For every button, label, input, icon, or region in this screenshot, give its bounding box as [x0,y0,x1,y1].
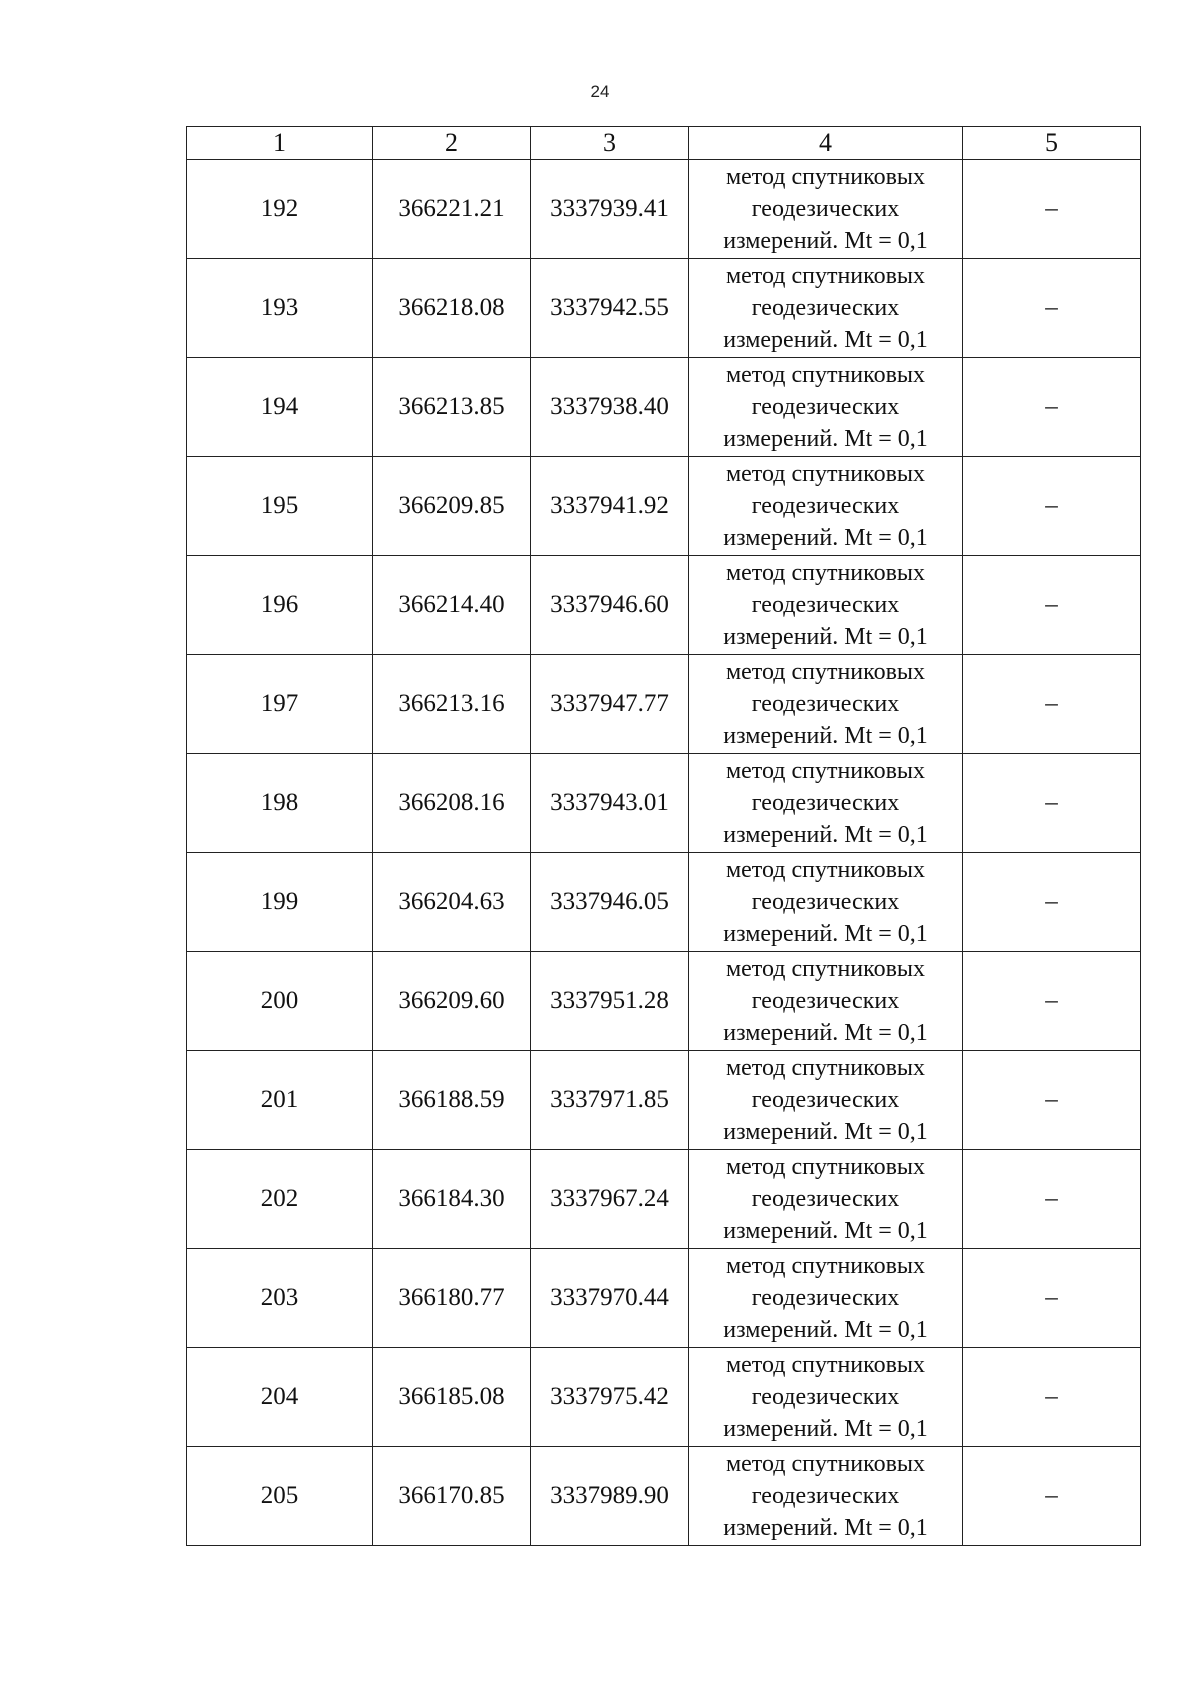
note-cell: – [963,1348,1141,1447]
note-cell: – [963,754,1141,853]
table-row [187,1447,1141,1546]
y-coordinate-cell: 3337970.44 [531,1249,689,1348]
method-text-line: метод спутниковых [725,1253,926,1279]
coordinates-table [186,126,1141,1546]
method-text-line: геодезических [751,493,900,519]
y-coordinate-cell: 3337946.05 [531,853,689,952]
table-row [187,1051,1141,1150]
x-coordinate-cell: 366170.85 [373,1447,531,1546]
point-number-cell: 194 [187,358,373,457]
table-body [187,160,1141,1546]
method-text-line: измерений. Mt = 0,1 [723,1416,928,1442]
table-row [187,1249,1141,1348]
method-text-line: геодезических [751,1186,900,1212]
method-cell [689,556,963,655]
x-coordinate-cell: 366180.77 [373,1249,531,1348]
method-text-line: метод спутниковых [725,857,926,883]
point-number-cell: 197 [187,655,373,754]
x-coordinate-cell: 366209.60 [373,952,531,1051]
y-coordinate-cell: 3337971.85 [531,1051,689,1150]
table-row [187,952,1141,1051]
method-text-line: измерений. Mt = 0,1 [723,1218,928,1244]
note-cell: – [963,1150,1141,1249]
y-coordinate-cell: 3337967.24 [531,1150,689,1249]
method-text-line: измерений. Mt = 0,1 [723,921,928,947]
table-row [187,358,1141,457]
y-coordinate-cell: 3337975.42 [531,1348,689,1447]
method-cell [689,457,963,556]
y-coordinate-cell: 3337943.01 [531,754,689,853]
method-text-line: геодезических [751,988,900,1014]
x-coordinate-cell: 366209.85 [373,457,531,556]
method-text-line: метод спутниковых [725,956,926,982]
method-cell [689,655,963,754]
point-number-cell: 196 [187,556,373,655]
method-text-line: метод спутниковых [725,1154,926,1180]
method-cell [689,259,963,358]
column-header: 4 [689,127,963,160]
point-number-cell: 205 [187,1447,373,1546]
x-coordinate-cell: 366184.30 [373,1150,531,1249]
point-number-cell: 201 [187,1051,373,1150]
column-header: 5 [963,127,1141,160]
y-coordinate-cell: 3337942.55 [531,259,689,358]
method-cell [689,1150,963,1249]
point-number-cell: 193 [187,259,373,358]
x-coordinate-cell: 366208.16 [373,754,531,853]
point-number-cell: 202 [187,1150,373,1249]
method-text-line: метод спутниковых [725,461,926,487]
table-row [187,1348,1141,1447]
method-cell [689,952,963,1051]
table-row [187,655,1141,754]
method-text-line: метод спутниковых [725,263,926,289]
column-header: 3 [531,127,689,160]
table-row [187,160,1141,259]
table-row [187,1150,1141,1249]
x-coordinate-cell: 366188.59 [373,1051,531,1150]
method-cell [689,754,963,853]
method-text-line: геодезических [751,691,900,717]
method-text-line: измерений. Mt = 0,1 [723,1317,928,1343]
y-coordinate-cell: 3337946.60 [531,556,689,655]
method-text-line: геодезических [751,394,900,420]
method-text-line: измерений. Mt = 0,1 [723,426,928,452]
method-cell [689,1348,963,1447]
x-coordinate-cell: 366204.63 [373,853,531,952]
y-coordinate-cell: 3337939.41 [531,160,689,259]
method-text-line: измерений. Mt = 0,1 [723,525,928,551]
note-cell: – [963,556,1141,655]
method-text-line: измерений. Mt = 0,1 [723,228,928,254]
y-coordinate-cell: 3337989.90 [531,1447,689,1546]
method-text-line: измерений. Mt = 0,1 [723,327,928,353]
method-cell [689,1249,963,1348]
table-row [187,754,1141,853]
method-text-line: геодезических [751,1087,900,1113]
method-text-line: измерений. Mt = 0,1 [723,624,928,650]
point-number-cell: 192 [187,160,373,259]
note-cell: – [963,655,1141,754]
method-text-line: метод спутниковых [725,164,926,190]
method-cell [689,358,963,457]
method-text-line: геодезических [751,1483,900,1509]
method-text-line: геодезических [751,1384,900,1410]
method-text-line: измерений. Mt = 0,1 [723,723,928,749]
note-cell: – [963,457,1141,556]
page-number: 24 [590,82,610,101]
method-text-line: метод спутниковых [725,1055,926,1081]
note-cell: – [963,1447,1141,1546]
column-header: 2 [373,127,531,160]
x-coordinate-cell: 366213.16 [373,655,531,754]
x-coordinate-cell: 366185.08 [373,1348,531,1447]
note-cell: – [963,259,1141,358]
method-text-line: метод спутниковых [725,362,926,388]
note-cell: – [963,1051,1141,1150]
method-text-line: геодезических [751,889,900,915]
method-text-line: метод спутниковых [725,1352,926,1378]
note-cell: – [963,853,1141,952]
note-cell: – [963,358,1141,457]
method-text-line: геодезических [751,295,900,321]
table-row [187,457,1141,556]
method-text-line: геодезических [751,790,900,816]
method-cell [689,160,963,259]
method-cell [689,1051,963,1150]
method-cell [689,1447,963,1546]
method-text-line: метод спутниковых [725,560,926,586]
method-text-line: геодезических [751,1285,900,1311]
method-text-line: метод спутниковых [725,758,926,784]
point-number-cell: 195 [187,457,373,556]
method-text-line: метод спутниковых [725,659,926,685]
y-coordinate-cell: 3337938.40 [531,358,689,457]
table-header-row [187,127,1141,160]
y-coordinate-cell: 3337951.28 [531,952,689,1051]
method-text-line: измерений. Mt = 0,1 [723,1119,928,1145]
table-row [187,556,1141,655]
method-text-line: метод спутниковых [725,1451,926,1477]
method-text-line: измерений. Mt = 0,1 [723,822,928,848]
table-row [187,853,1141,952]
column-header: 1 [187,127,373,160]
method-text-line: измерений. Mt = 0,1 [723,1020,928,1046]
table-row [187,259,1141,358]
x-coordinate-cell: 366214.40 [373,556,531,655]
point-number-cell: 200 [187,952,373,1051]
y-coordinate-cell: 3337941.92 [531,457,689,556]
y-coordinate-cell: 3337947.77 [531,655,689,754]
point-number-cell: 204 [187,1348,373,1447]
point-number-cell: 203 [187,1249,373,1348]
note-cell: – [963,1249,1141,1348]
method-cell [689,853,963,952]
method-text-line: геодезических [751,196,900,222]
method-text-line: геодезических [751,592,900,618]
x-coordinate-cell: 366213.85 [373,358,531,457]
x-coordinate-cell: 366221.21 [373,160,531,259]
point-number-cell: 198 [187,754,373,853]
note-cell: – [963,160,1141,259]
x-coordinate-cell: 366218.08 [373,259,531,358]
note-cell: – [963,952,1141,1051]
point-number-cell: 199 [187,853,373,952]
method-text-line: измерений. Mt = 0,1 [723,1515,928,1541]
